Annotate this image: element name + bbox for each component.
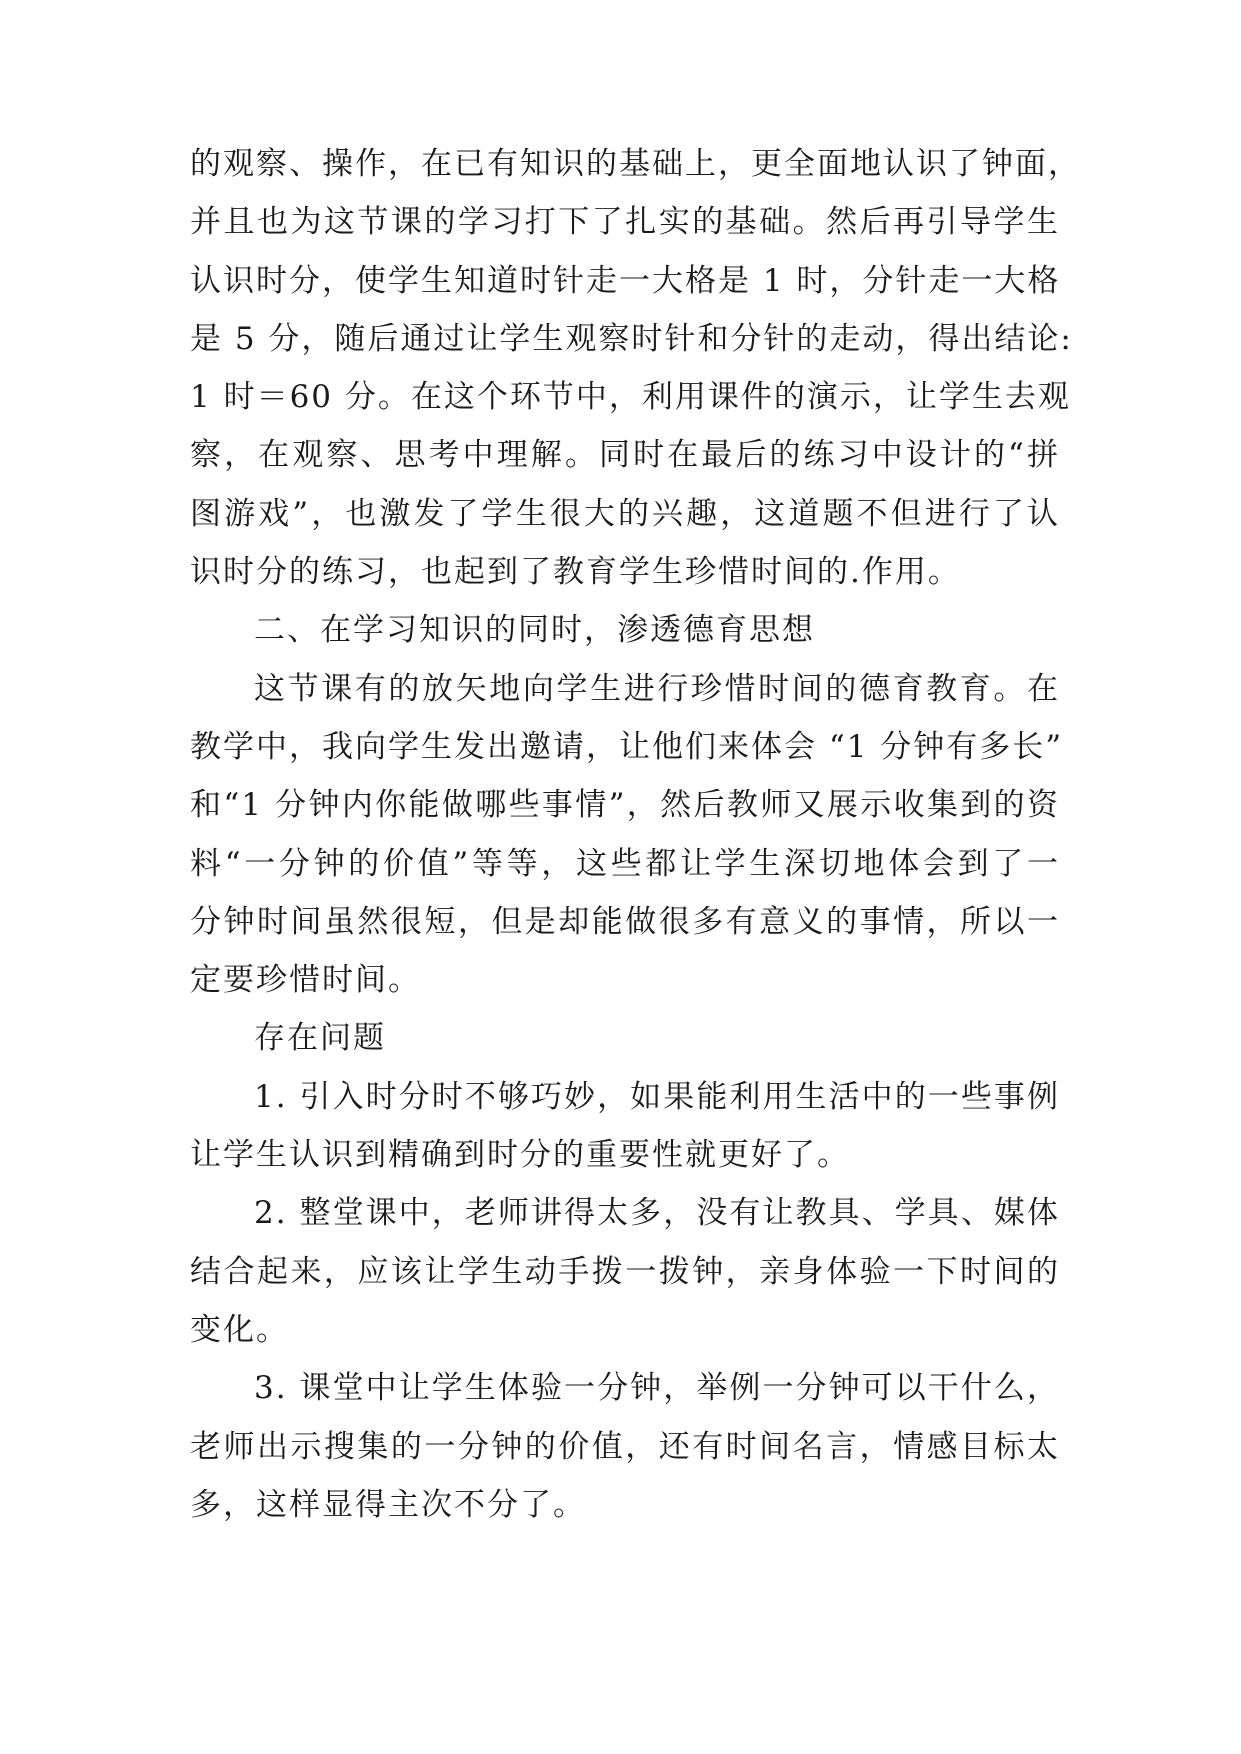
text-line-11: 教学中，我向学生发出邀请，让他们来体会 “1 分钟有多长” <box>190 728 1064 765</box>
problem-item-3-line-2: 老师出示搜集的一分钟的价值，还有时间名言，情感目标太 <box>190 1428 1060 1465</box>
problem-item-1-line-2: 让学生认识到精确到时分的重要性就更好了。 <box>190 1137 850 1174</box>
problem-item-2-line-1: 2. 整堂课中，老师讲得太多，没有让教具、学具、媒体 <box>254 1195 1060 1232</box>
text-line-10: 这节课有的放矢地向学生进行珍惜时间的德育教育。在 <box>254 670 1060 707</box>
document-page <box>190 135 1081 1534</box>
text-line-7: 图游戏”，也激发了学生很大的兴趣，这道题不但进行了认 <box>190 495 1060 532</box>
problem-item-2-line-3: 变化。 <box>190 1311 289 1348</box>
text-line-4: 是 5 分，随后通过让学生观察时针和分针的走动，得出结论: <box>190 320 1073 357</box>
text-line-13: 料“一分钟的价值”等等，这些都让学生深切地体会到了一 <box>190 845 1060 882</box>
text-line-3: 认识时分，使学生知道时针走一大格是 1 时，分针走一大格 <box>190 262 1061 299</box>
text-line-8: 识时分的练习，也起到了教育学生珍惜时间的.作用。 <box>190 554 961 591</box>
text-line-14: 分钟时间虽然很短，但是却能做很多有意义的事情，所以一 <box>190 903 1060 940</box>
text-line-5: 1 时＝60 分。在这个环节中，利用课件的演示，让学生去观 <box>190 379 1071 416</box>
text-line-15: 定要珍惜时间。 <box>190 962 421 999</box>
text-line-1: 的观察、操作，在已有知识的基础上，更全面地认识了钟面， <box>190 146 1081 182</box>
text-line-12: 和“1 分钟内你能做哪些事情”，然后教师又展示收集到的资 <box>190 787 1060 824</box>
text-line-6: 察，在观察、思考中理解。同时在最后的练习中设计的“拼 <box>190 437 1060 474</box>
problem-item-3-line-3: 多，这样显得主次不分了。 <box>190 1486 586 1523</box>
text-line-2: 并且也为这节课的学习打下了扎实的基础。然后再引导学生 <box>190 204 1060 241</box>
problems-heading: 存在问题 <box>254 1020 386 1057</box>
problem-item-1-line-1: 1. 引入时分时不够巧妙，如果能利用生活中的一些事例 <box>254 1078 1060 1115</box>
problem-item-2-line-2: 结合起来，应该让学生动手拨一拨钟，亲身体验一下时间的 <box>190 1253 1060 1290</box>
problem-item-3-line-1: 3. 课堂中让学生体验一分钟，举例一分钟可以干什么， <box>254 1370 1060 1407</box>
section-heading: 二、在学习知识的同时，渗透德育思想 <box>254 612 815 649</box>
